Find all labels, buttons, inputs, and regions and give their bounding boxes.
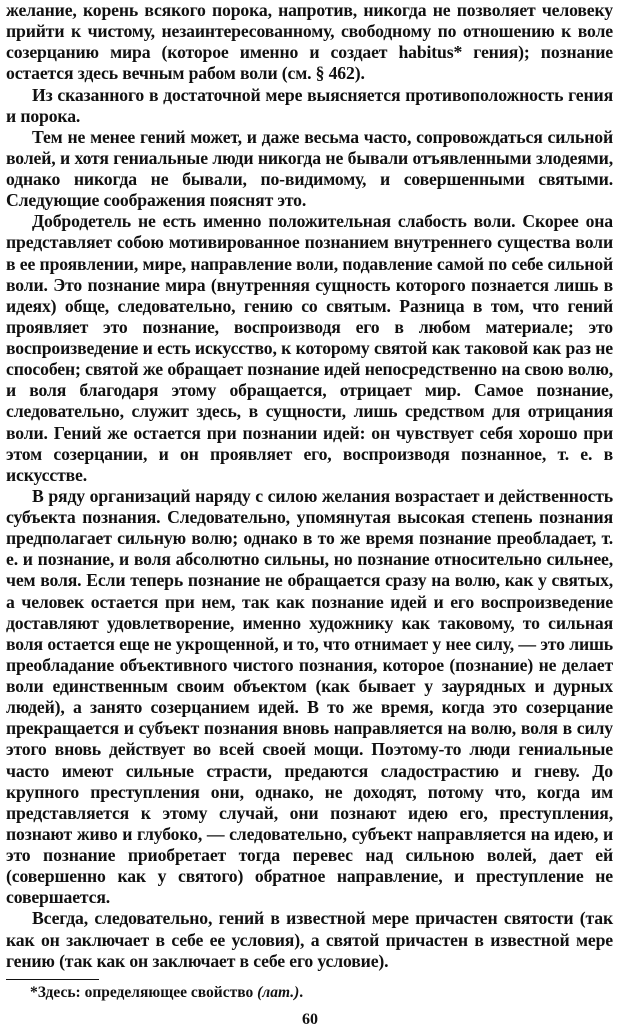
paragraph: Добродетель не есть именно положительная слабость воли. Скорее она представляет собою мотивированное познанием внутреннего существа воли в ее проявлении, мире, направление воли, подавление самой по себе сильной воли. Это познание мира (внутренняя сущность которого познается лишь в идеях) обще, следовательно, гению со святым. Разница в том, что гений проявляет это познание, воспроизводя его в любом материале; это воспроизведение и есть искусство, к которому святой как таковой как раз не способен; святой же обращает познание идей непосредственно на свою волю, и воля благодаря этому обращается, отрицает мир. Самое познание, следовательно, служит здесь, в сущности, лишь средством для отрицания воли. Гений же остается при познании идей: он чувствует себя хорошо при этом созерцании, и он проявляет его, воспроизводя познанное, т. е. в искусстве. bbox=[6, 211, 613, 485]
paragraph: Всегда, следовательно, гений в известной мере причастен святости (так как он заключает в себе ее условия), а святой причастен в известной мере гению (так как он заключает в себе его условие). bbox=[6, 908, 613, 971]
page-number: 60 bbox=[302, 1011, 318, 1028]
footnote bbox=[30, 983, 303, 1003]
footnote-divider bbox=[6, 979, 99, 980]
footnote-text: *Здесь: определяющее свойство bbox=[30, 984, 254, 1001]
paragraph: В ряду организаций наряду с силою желания возрастает и действенность субъекта познания. Следовательно, упомянутая высокая степень познания предполагает сильную волю; однако в то же время познание преобладает, т. е. и познание, и воля абсолютно сильны, но познание относительно сильнее, чем воля. Если теперь познание не обращается сразу на волю, как у святых, а человек остается при нем, так как познание идей и его воспроизведение доставляют удовлетворение, именно художнику как таковому, то сильная воля остается еще не укрощенной, и то, что отнимает у нее силу, — это лишь преобладание объективного чистого познания, которое (познание) не делает воли единственным своим объектом (как бывает у заурядных и дурных людей), а занято созерцанием идей. В то же время, когда это созерцание прекращается и субъект познания вновь направляется на волю, воля в силу этого вновь действует во всей своей мощи. Поэтому-то люди гениальные часто имеют сильные страсти, предаются сладострастию и гневу. До крупного преступления они, однако, не доходят, потому что, когда им представляется к этому случай, они познают идею его, преступления, познают живо и глубоко, — следовательно, субъект направляется на идею, и это познание приобретает тогда перевес над сильною волей, дает ей (совершенно как у святого) обратное направление, и преступление не совершается. bbox=[6, 485, 613, 908]
main-text bbox=[6, 0, 613, 972]
paragraph: Тем не менее гений может, и даже весьма часто, сопровождаться сильной волей, и хотя гениальные люди никогда не бывали отъявленными злодеями, однако никогда не бывали, по-видимому, и совершенными святыми. Следующие соображения пояснят это. bbox=[6, 126, 613, 211]
footnote-end: . bbox=[299, 984, 304, 1001]
paragraph-continued: желание, корень всякого порока, напротив, никогда не позволяет человеку прийти к чистому, незаинтересованному, свободному по отношению к воле созерцанию мира (которое именно и создает habitus* гения); познание остается здесь вечным рабом воли (см. § 462). bbox=[6, 0, 613, 84]
footnote-language: (лат.) bbox=[257, 984, 300, 1001]
paragraph: Из сказанного в достаточной мере выясняется противоположность гения и порока. bbox=[6, 84, 613, 126]
